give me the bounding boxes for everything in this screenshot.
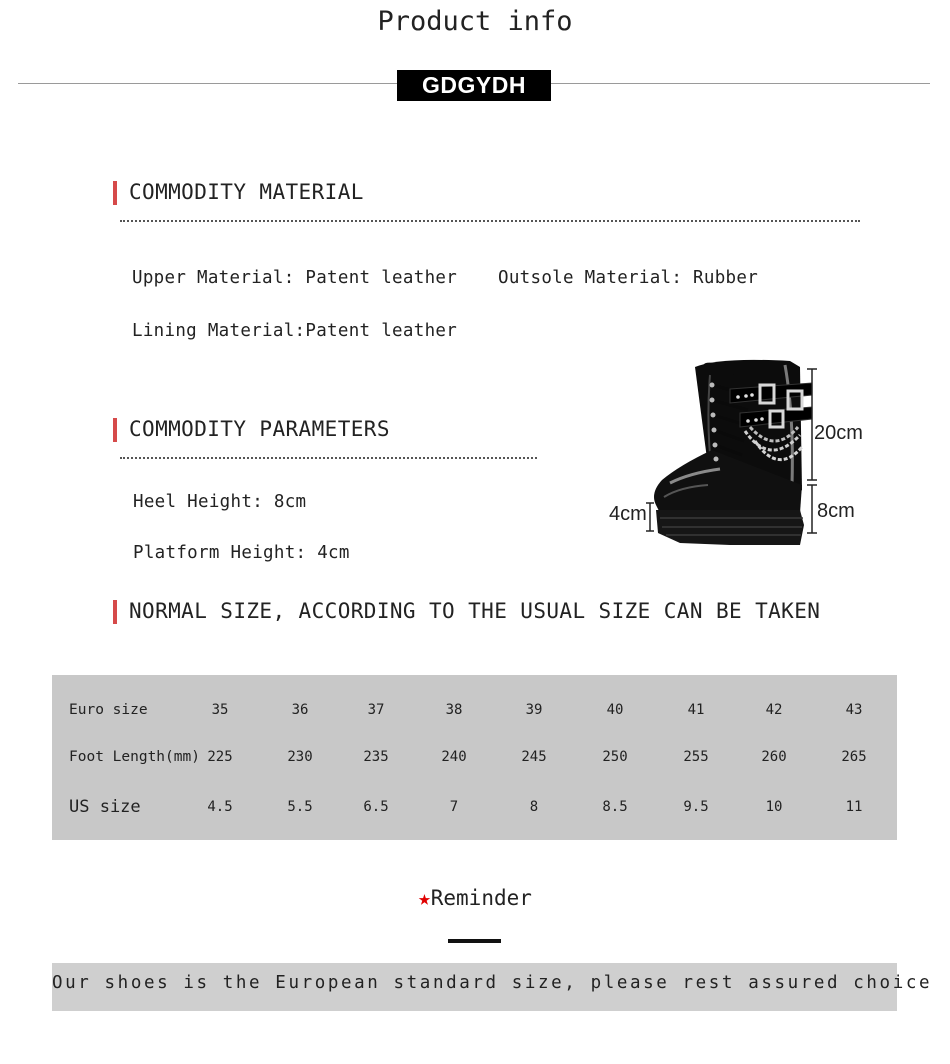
table-cell: 235 xyxy=(363,749,389,765)
table-cell: 255 xyxy=(683,749,709,765)
reminder-heading xyxy=(0,886,950,910)
heel-height: Heel Height: 8cm xyxy=(133,492,307,512)
section-marker xyxy=(113,418,117,442)
dim-heel-height: 8cm xyxy=(817,500,855,522)
row-label-us: US size xyxy=(69,797,141,817)
table-cell: 7 xyxy=(449,799,459,815)
table-cell: 8 xyxy=(529,799,539,815)
table-cell: 40 xyxy=(606,702,624,718)
dim-platform-height: 4cm xyxy=(609,503,647,525)
dotted-divider xyxy=(120,220,860,222)
table-cell: 260 xyxy=(761,749,787,765)
platform-height: Platform Height: 4cm xyxy=(133,543,350,563)
table-cell: 245 xyxy=(521,749,547,765)
material-heading: COMMODITY MATERIAL xyxy=(129,180,364,204)
size-note: NORMAL SIZE, ACCORDING TO THE USUAL SIZE CAN BE TAKEN xyxy=(129,599,821,623)
table-cell: 35 xyxy=(211,702,229,718)
row-label-foot-length: Foot Length(mm) xyxy=(69,749,200,765)
table-cell: 240 xyxy=(441,749,467,765)
table-cell: 36 xyxy=(291,702,309,718)
section-marker xyxy=(113,181,117,205)
table-cell: 38 xyxy=(445,702,463,718)
table-cell: 225 xyxy=(207,749,233,765)
table-cell: 42 xyxy=(765,702,783,718)
table-cell: 43 xyxy=(845,702,863,718)
table-cell: 4.5 xyxy=(207,799,233,815)
table-cell: 250 xyxy=(602,749,628,765)
brand-label: GDGYDH xyxy=(397,70,551,101)
lining-material: Lining Material:Patent leather xyxy=(132,321,458,341)
table-cell: 39 xyxy=(525,702,543,718)
row-label-euro: Euro size xyxy=(69,702,148,718)
reminder-title: Reminder xyxy=(430,886,532,910)
upper-material: Upper Material: Patent leather xyxy=(132,268,458,288)
page-title: Product info xyxy=(377,6,573,37)
dotted-divider xyxy=(120,457,537,459)
table-cell: 9.5 xyxy=(683,799,709,815)
table-cell: 10 xyxy=(765,799,783,815)
table-cell: 37 xyxy=(367,702,385,718)
reminder-text: Our shoes is the European standard size, please rest assured choice xyxy=(52,973,933,993)
outsole-material: Outsole Material: Rubber xyxy=(498,268,759,288)
table-cell: 41 xyxy=(687,702,705,718)
dim-total-height: 20cm xyxy=(814,422,863,444)
table-cell: 8.5 xyxy=(602,799,628,815)
section-marker xyxy=(113,600,117,624)
table-cell: 6.5 xyxy=(363,799,389,815)
star-icon: ★ xyxy=(418,886,431,910)
table-cell: 230 xyxy=(287,749,313,765)
reminder-underline xyxy=(448,939,501,943)
table-cell: 5.5 xyxy=(287,799,313,815)
table-cell: 265 xyxy=(841,749,867,765)
parameters-heading: COMMODITY PARAMETERS xyxy=(129,417,390,441)
table-cell: 11 xyxy=(845,799,863,815)
